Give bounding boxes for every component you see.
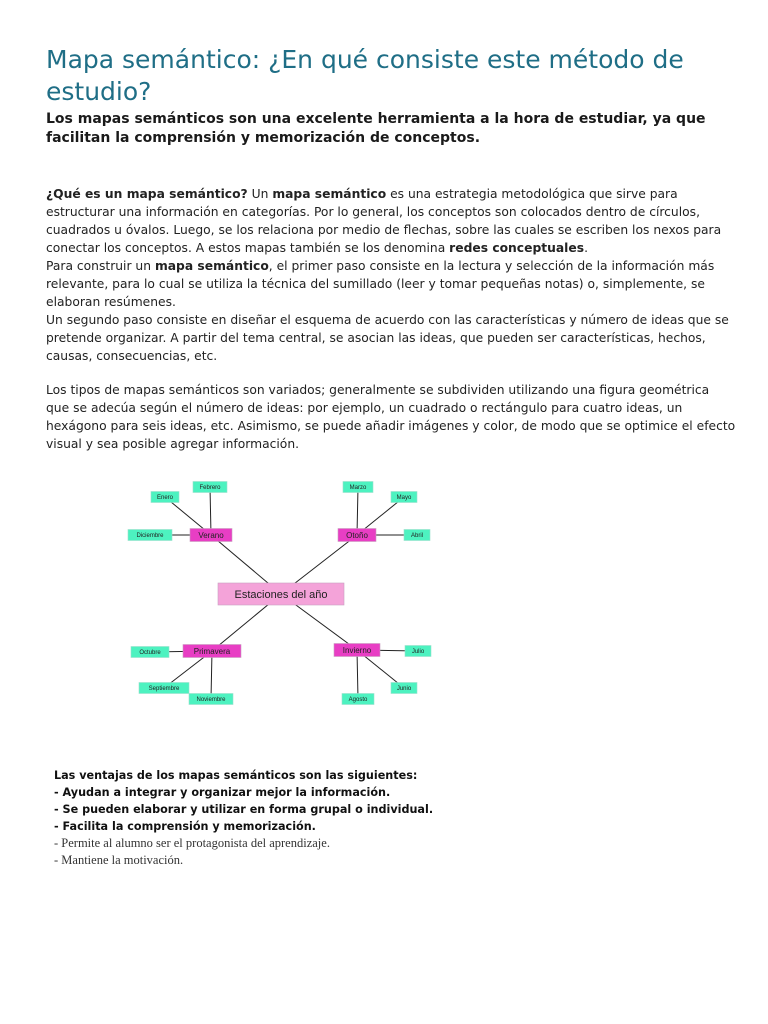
construction-paragraph	[46, 257, 736, 311]
month-node-mayo	[391, 492, 417, 503]
month-label: Abril	[410, 533, 424, 540]
month-label: Julio	[411, 649, 425, 656]
month-label: Junio	[396, 686, 412, 693]
month-node-enero	[151, 492, 179, 503]
month-label: Octubre	[139, 650, 161, 657]
text-run: Un	[247, 187, 273, 201]
season-node-verano	[190, 529, 232, 542]
advantage-item: - Permite al alumno ser el protagonista del aprendizaje.	[54, 836, 330, 850]
advantage-item: - Ayudan a integrar y organizar mejor la información.	[54, 786, 391, 799]
month-label: Septiembre	[148, 686, 180, 693]
season-label: Verano	[198, 530, 224, 540]
text-run: Para construir un	[46, 259, 155, 273]
month-node-abril	[404, 530, 430, 541]
definition-question: ¿Qué es un mapa semántico?	[46, 187, 248, 201]
text-run: .	[584, 241, 588, 255]
month-node-octubre	[131, 647, 169, 658]
season-node-primavera	[183, 645, 241, 658]
advantage-item: - Mantiene la motivación.	[54, 853, 184, 867]
definition-paragraph	[46, 185, 736, 257]
season-node-invierno	[334, 644, 380, 657]
second-step-paragraph: Un segundo paso consiste en diseñar el esquema de acuerdo con las características y número de ideas que se pretende organizar. A partir del tema central, se asocian las ideas, que pueden ser características, hechos, causas, consecuencias, etc.	[46, 313, 729, 363]
month-label: Noviembre	[196, 697, 226, 704]
month-label: Diciembre	[136, 533, 164, 540]
season-label: Primavera	[193, 646, 231, 656]
month-node-junio	[391, 683, 417, 694]
connector-line-otono-marzo	[357, 487, 358, 535]
month-label: Marzo	[349, 485, 367, 492]
month-label: Enero	[156, 495, 174, 502]
month-label: Febrero	[199, 485, 221, 492]
month-node-marzo	[343, 482, 373, 493]
month-label: Mayo	[396, 495, 412, 502]
text-run: , el primer paso consiste en la lectura y selección de la información más relevante, para lo cual se utiliza la técnica del sumillado (leer y tomar pequeñas notas) o, simplemente, se elaboran resúmenes.	[46, 259, 715, 309]
month-node-noviembre	[189, 694, 233, 705]
month-node-febrero	[193, 482, 227, 493]
advantage-item: - Se pueden elaborar y utilizar en forma grupal o individual.	[54, 803, 434, 816]
month-node-julio	[405, 646, 431, 657]
connector-line-primavera-noviembre	[211, 651, 212, 699]
text-run: es una estrategia metodológica que sirve para estructurar una información en categorías. Por lo general, los conceptos son colocados dentro de círculos, cuadrados u óvalos. Luego, se los relaciona por medio de flechas, sobre las cuales se escriben los nexos para conectar los conceptos. A estos mapas también se los denomina	[46, 187, 722, 255]
center-label: Estaciones del año	[234, 588, 328, 601]
definition-section	[46, 185, 736, 365]
diagram-nodes	[128, 482, 431, 705]
connector-line-invierno-agosto	[357, 650, 358, 699]
bold-term: mapa semántico	[272, 187, 387, 201]
advantage-item: - Facilita la comprensión y memorización.	[54, 820, 316, 833]
advantages-list	[54, 767, 654, 869]
connector-line-verano-febrero	[210, 487, 211, 535]
bold-term: mapa semántico	[154, 259, 269, 273]
season-label: Invierno	[342, 645, 372, 655]
month-node-agosto	[342, 694, 374, 705]
season-node-otono	[338, 529, 376, 542]
page-title: Mapa semántico: ¿En qué consiste este método de estudio?	[46, 45, 684, 106]
semantic-map-diagram	[120, 474, 450, 714]
month-label: Agosto	[348, 697, 368, 704]
intro-paragraph: Los mapas semánticos son una excelente herramienta a la hora de estudiar, ya que facilitan la comprensión y memorización de conceptos.	[46, 111, 706, 146]
bold-term: redes conceptuales	[449, 241, 585, 255]
advantages-heading: Las ventajas de los mapas semánticos son las siguientes:	[54, 769, 418, 782]
month-node-diciembre	[128, 530, 172, 541]
center-node-center	[218, 583, 344, 605]
types-paragraph: Los tipos de mapas semánticos son variados; generalmente se subdividen utilizando una figura geométrica que se adecúa según el número de ideas: por ejemplo, un cuadrado o rectángulo para cuatro ideas, un hexágono para seis ideas, etc. Asimismo, se puede añadir imágenes y color, de modo que se optimice el efecto visual y sea posible agregar información.	[46, 383, 736, 451]
month-node-septiembre	[139, 683, 189, 694]
season-label: Otoño	[346, 530, 368, 540]
